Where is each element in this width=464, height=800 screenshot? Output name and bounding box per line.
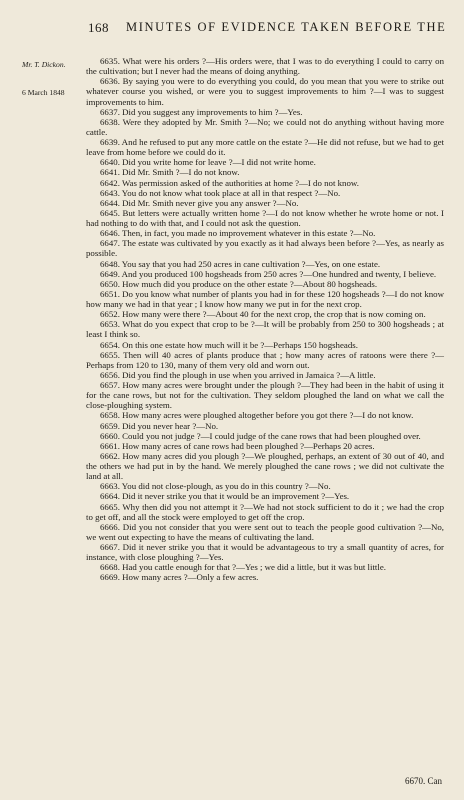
question-paragraph: 6659. Did you never hear ?—No. [100, 420, 219, 431]
question-paragraph: 6645. But letters were actually written home ?—I do not know whether he wrote home or not. I had nothing to do with that, and I could not ask the question. [86, 207, 444, 228]
hearing-date: 6 March 1848 [22, 88, 65, 98]
running-head: MINUTES OF EVIDENCE TAKEN BEFORE THE [126, 20, 447, 34]
question-paragraph: 6662. How many acres did you plough ?—We ploughed, perhaps, an extent of 30 out of 40, and the others we had put in by the hand. We merely ploughed the cane rows ; we did not cultivate the land at all. [86, 450, 444, 482]
question-paragraph: 6647. The estate was cultivated by you exactly as it had always been before ?—Yes, as nearly as possible. [86, 238, 444, 259]
question-paragraph: 6637. Did you suggest any improvements to him ?—Yes. [100, 106, 303, 117]
question-paragraph: 6664. Did it never strike you that it would be an improvement ?—Yes. [100, 491, 350, 502]
question-paragraph: 6644. Did Mr. Smith never give you any answer ?—No. [100, 197, 299, 208]
question-paragraph: 6648. You say that you had 250 acres in cane cultivation ?—Yes, on one estate. [100, 258, 381, 269]
page-number: 168 [88, 20, 109, 35]
page-header [0, 20, 464, 40]
question-paragraph: 6649. And you produced 100 hogsheads from 250 acres ?—One hundred and twenty, I believe. [100, 268, 437, 279]
witness-name: Mr. T. Dickon. [22, 60, 66, 69]
question-paragraph: 6657. How many acres were brought under the plough ?—They had been in the habit of using it for the cane rows, but not for the cultivation. They seldom ploughed the land on what we call the close-ploughing system. [86, 380, 444, 411]
question-paragraph: 6651. Do you know what number of plants you had in for these 120 hogsheads ?—I do not know how many we had in that year ; I know how many we put in for the next crop. [86, 288, 444, 309]
question-paragraph: 6654. On this one estate how much will it be ?—Perhaps 150 hogsheads. [100, 339, 358, 350]
question-paragraph: 6666. Did you not consider that you were sent out to teach the people good cultivation ?—No, we went out expecting to have the means of cultivating the land. [86, 521, 444, 542]
question-paragraph: 6668. Had you cattle enough for that ?—Yes ; we did a little, but it was but little. [100, 562, 386, 573]
catchword: 6670. Can [405, 776, 442, 786]
question-paragraph: 6669. How many acres ?—Only a few acres. [100, 572, 259, 583]
question-paragraph: 6640. Did you write home for leave ?—I did not write home. [100, 157, 316, 168]
question-paragraph: 6635. What were his orders ?—His orders were, that I was to do everything I could to carry on the cultivation; but I never had the means of doing anything. [86, 56, 444, 77]
evidence-text [86, 56, 444, 583]
question-paragraph: 6652. How many were there ?—About 40 for the next crop, the crop that is now coming on. [100, 309, 426, 320]
question-paragraph: 6638. Were they adopted by Mr. Smith ?—No; we could not do anything without having more cattle. [86, 116, 444, 137]
question-paragraph: 6660. Could you not judge ?—I could judge of the cane rows that had been ploughed over. [100, 430, 421, 441]
question-paragraph: 6655. Then will 40 acres of plants produce that ; how many acres of ratoons were there ?—Perhaps from 120 to 130, many of them very old and worn out. [86, 349, 444, 370]
question-paragraph: 6653. What do you expect that crop to be ?—It will be probably from 250 to 300 hogsheads ; at least I think so. [86, 319, 444, 340]
question-paragraph: 6636. By saying you were to do everything you could, do you mean that you were to strike out whatever course you wished, or were you to suggest improvements to him ?—I was to suggest improvements to him. [86, 76, 444, 107]
question-paragraph: 6642. Was permission asked of the authorities at home ?—I do not know. [100, 177, 359, 188]
question-paragraph: 6661. How many acres of cane rows had been ploughed ?—Perhaps 20 acres. [100, 440, 375, 451]
question-paragraph: 6665. Why then did you not attempt it ?—We had not stock sufficient to do it ; we had the crop to get off, and all the stock were employed to get off the crop. [86, 501, 444, 522]
margin-notes [22, 60, 92, 99]
question-paragraph: 6643. You do not know what took place at all in that respect ?—No. [100, 187, 341, 198]
question-paragraph: 6650. How much did you produce on the other estate ?—About 80 hogsheads. [100, 278, 378, 289]
question-paragraph: 6656. Did you find the plough in use when you arrived in Jamaica ?—A little. [100, 369, 376, 380]
question-paragraph: 6639. And he refused to put any more cattle on the estate ?—He did not refuse, but we had to get leave from home before we could do it. [86, 137, 444, 158]
question-paragraph: 6641. Did Mr. Smith ?—I do not know. [100, 167, 240, 178]
question-paragraph: 6667. Did it never strike you that it would be advantageous to try a small quantity of acres, for instance, with close ploughing ?—Yes. [86, 542, 444, 563]
question-paragraph: 6663. You did not close-plough, as you do in this country ?—No. [100, 481, 331, 492]
question-paragraph: 6646. Then, in fact, you made no improvement whatever in this estate ?—No. [100, 228, 376, 239]
question-paragraph: 6658. How many acres were ploughed altogether before you got there ?—I do not know. [100, 410, 414, 421]
